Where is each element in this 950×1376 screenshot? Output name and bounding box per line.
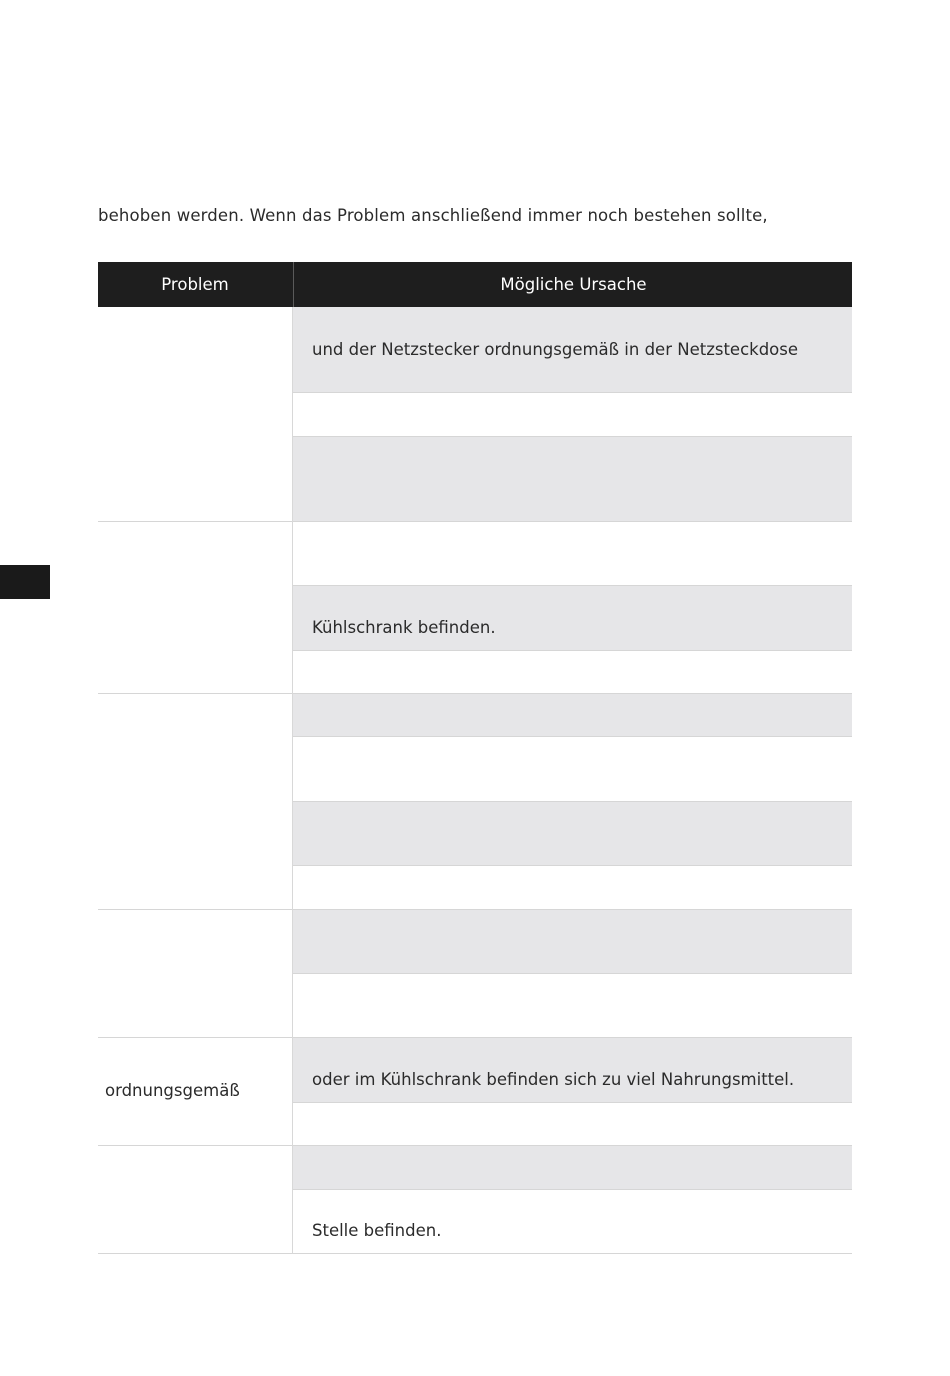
troubleshooting-table (98, 262, 852, 1254)
cause-cell (293, 522, 852, 586)
problem-group (98, 522, 292, 694)
header-cause: Mögliche Ursache (293, 262, 853, 307)
intro-text: behoben werden. Wenn das Problem anschließend immer noch bestehen sollte, (98, 206, 768, 225)
problem-group (98, 307, 292, 522)
cause-cell (293, 307, 852, 393)
header-problem: Problem (161, 275, 229, 294)
problem-group (98, 1038, 292, 1146)
cause-cell (293, 651, 852, 694)
cause-cell (293, 910, 852, 974)
cause-cell (293, 393, 852, 437)
cause-text: oder im Kühlschrank befinden sich zu viel Nahrungsmittel. (312, 1070, 795, 1089)
cause-cell (293, 737, 852, 802)
cause-cell (293, 866, 852, 910)
cause-cell (293, 1103, 852, 1146)
cause-cell (293, 1146, 852, 1190)
cause-cell (293, 802, 852, 866)
problem-group (98, 1146, 292, 1254)
table-body (98, 307, 852, 1254)
cause-text: und der Netzstecker ordnungsgemäß in der Netzsteckdose (312, 340, 799, 359)
cause-cell (293, 586, 852, 651)
cause-text: Kühlschrank befinden. (312, 618, 496, 637)
cause-cell (293, 437, 852, 522)
cause-cell (293, 1038, 852, 1103)
cause-cell (293, 694, 852, 737)
section-tab-marker (0, 565, 50, 599)
problem-label: ordnungsgemäß (105, 1081, 240, 1100)
table-header (98, 262, 852, 307)
problem-group (98, 910, 292, 1038)
cause-cell (293, 1190, 852, 1254)
problem-group (98, 694, 292, 910)
cause-cell (293, 974, 852, 1038)
cause-text: Stelle befinden. (312, 1221, 442, 1240)
